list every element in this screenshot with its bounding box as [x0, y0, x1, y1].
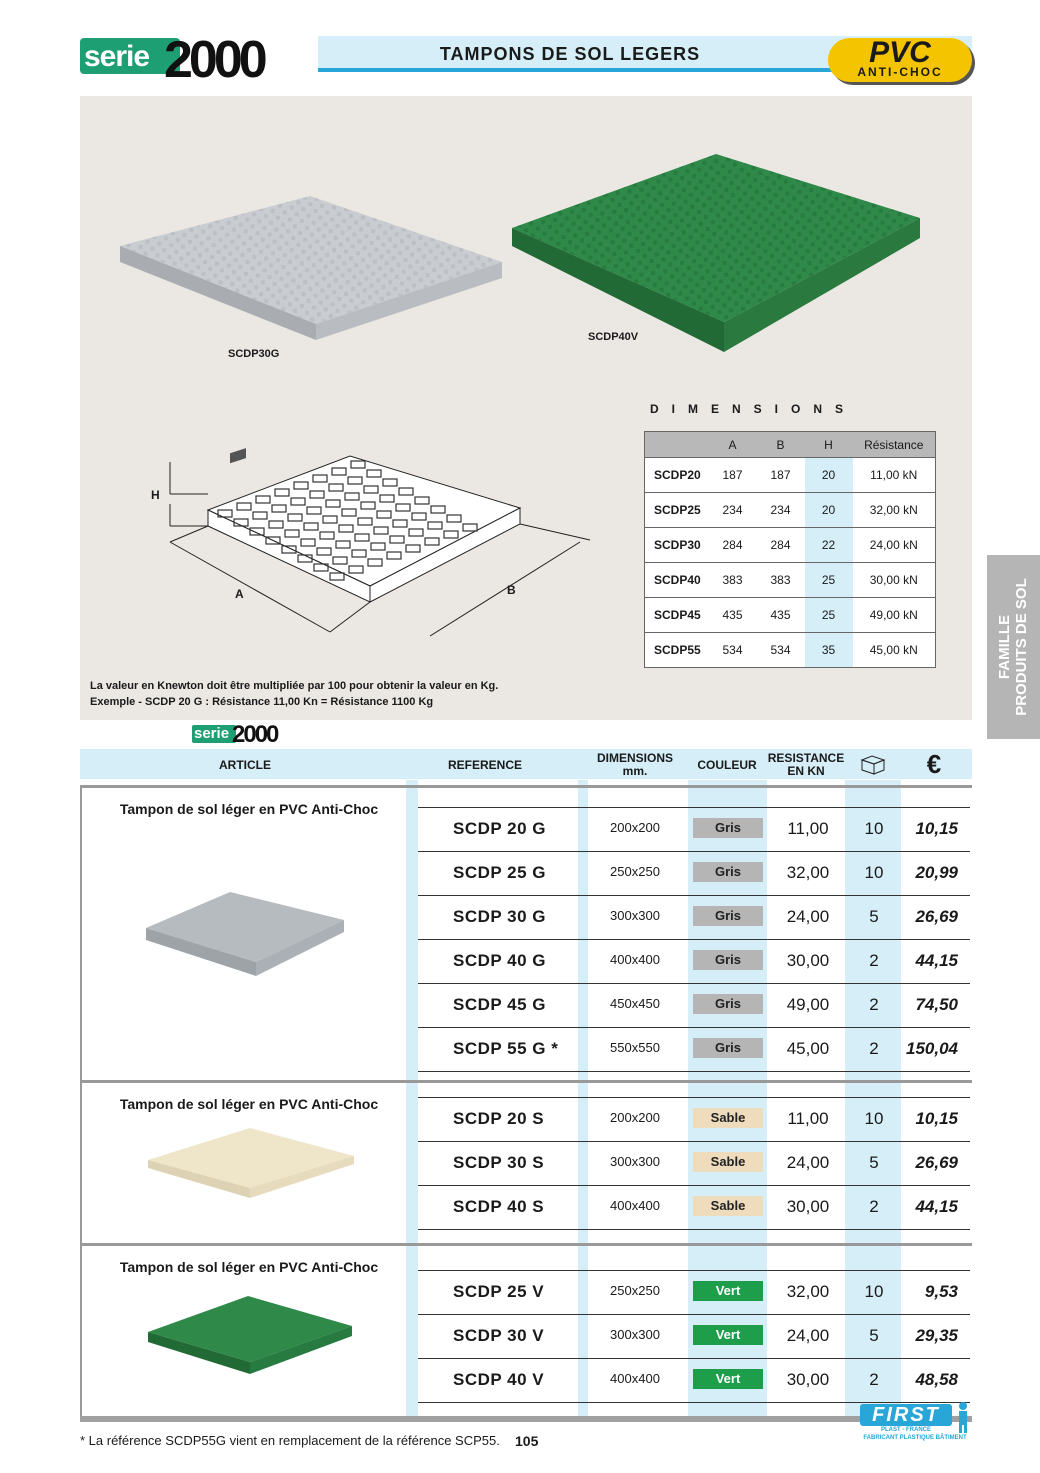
product-color-badge: Gris [693, 994, 763, 1014]
note-line-2: Exemple - SCDP 20 G : Résistance 11,00 Kn = Résistance 1100 Kg [90, 696, 434, 708]
diagram-slot [275, 489, 289, 496]
diagram-slot [329, 484, 343, 491]
small-logo-serie: serie [194, 725, 230, 742]
diagram-slot [320, 532, 334, 539]
dim-header-a: A [709, 432, 757, 458]
product-price: 10,15 [915, 819, 958, 838]
product-reference: SCDP 30 G [453, 907, 547, 926]
logo-2000-text: 2000 [164, 31, 264, 89]
diagram-slot [387, 552, 401, 559]
product-color-badge: Sable [693, 1108, 763, 1128]
bottom-bar [80, 1416, 972, 1422]
dim-ref: SCDP55 [645, 633, 709, 668]
diagram-slot [291, 498, 305, 505]
row-divider [418, 895, 970, 896]
dimensions-row [645, 528, 936, 563]
product-dimensions: 300x300 [610, 1327, 660, 1342]
conversion-note [90, 678, 498, 710]
diagram-slot [355, 534, 369, 541]
grey-slab-image [120, 196, 502, 340]
product-table-header [80, 749, 972, 779]
diagram-slot [383, 479, 397, 486]
dim-header-blank [645, 432, 709, 458]
product-box-quantity: 2 [869, 1370, 879, 1389]
product-resistance: 24,00 [786, 1326, 830, 1345]
diagram-slot [396, 504, 410, 511]
product-box-quantity: 5 [869, 1326, 879, 1345]
diagram-slot [409, 529, 423, 536]
product-box-quantity: 2 [869, 1197, 879, 1216]
product-color-badge: Sable [693, 1152, 763, 1172]
diagram-slot [250, 528, 264, 535]
diagram-slot [368, 559, 382, 566]
product-reference: SCDP 30 V [453, 1326, 545, 1345]
diagram-slot [298, 555, 312, 562]
product-dimensions: 400x400 [610, 1371, 660, 1386]
product-resistance: 49,00 [786, 995, 830, 1014]
row-divider [418, 983, 970, 984]
row-divider [418, 1097, 970, 1098]
product-resistance: 32,00 [786, 1282, 830, 1301]
dim-h: 25 [805, 563, 853, 598]
diagram-slot [307, 507, 321, 514]
diagram-slot [447, 515, 461, 522]
product-resistance: 24,00 [786, 907, 830, 926]
side-category-tab [987, 555, 1040, 739]
first-logo-sub1: PLAST - FRANCE [881, 1427, 931, 1433]
diagram-slot [285, 530, 299, 537]
col-header-couleur: COULEUR [697, 758, 757, 772]
group-separator [80, 1080, 972, 1083]
diagram-slot [234, 519, 248, 526]
product-reference: SCDP 40 G [453, 951, 547, 970]
row-divider [418, 1358, 970, 1359]
col-header-resistance-2: EN KN [787, 764, 825, 778]
diagram-slot [425, 538, 439, 545]
pvc-badge-main: PVC [869, 36, 931, 69]
diagram-slot [294, 482, 308, 489]
product-dimensions: 400x400 [610, 1198, 660, 1213]
product-dimensions: 450x450 [610, 996, 660, 1011]
diagram-slot-grid [208, 452, 528, 612]
diagram-slot [380, 495, 394, 502]
col-header-reference: REFERENCE [447, 758, 522, 772]
product-color-badge: Gris [693, 862, 763, 882]
product-dimensions: 400x400 [610, 952, 660, 967]
col-header-article: ARTICLE [219, 758, 271, 772]
diagram-slot [351, 461, 365, 468]
green-slab-label: SCDP40V [588, 331, 639, 343]
dim-header-h: H [805, 432, 853, 458]
col-header-dimensions-2: mm. [622, 764, 648, 778]
product-price: 150,04 [906, 1039, 958, 1058]
side-tab-line-2: PRODUITS DE SOL [1013, 578, 1030, 716]
diagram-slot [314, 564, 328, 571]
diagram-slot [336, 541, 350, 548]
pvc-badge-sub: ANTI-CHOC [857, 65, 943, 79]
mascot-icon [954, 1400, 972, 1434]
diagram-slot [310, 491, 324, 498]
product-resistance: 11,00 [787, 819, 829, 838]
dim-b: 187 [757, 458, 805, 493]
row-divider [418, 851, 970, 852]
dim-b: 435 [757, 598, 805, 633]
green-product-thumbnail [140, 1290, 360, 1380]
diagram-slot [399, 488, 413, 495]
diagram-slot [463, 524, 477, 531]
diagram-slot [304, 523, 318, 530]
dim-a: 534 [709, 633, 757, 668]
dim-ref: SCDP25 [645, 493, 709, 528]
product-color-badge: Gris [693, 906, 763, 926]
product-reference: SCDP 55 G * [453, 1039, 559, 1058]
product-dimensions: 200x200 [610, 820, 660, 835]
first-plast-logo [858, 1400, 972, 1446]
dim-a: 234 [709, 493, 757, 528]
product-resistance: 32,00 [786, 863, 830, 882]
diagram-slot [371, 543, 385, 550]
diagram-slot [266, 537, 280, 544]
dim-a: 187 [709, 458, 757, 493]
diagram-slot [326, 500, 340, 507]
diagram-slot [349, 566, 363, 573]
green-slab-image [512, 154, 920, 352]
diagram-slot [444, 531, 458, 538]
diagram-slot [406, 545, 420, 552]
diagram-slot [218, 510, 232, 517]
diagram-slot [428, 522, 442, 529]
dim-h: 35 [805, 633, 853, 668]
product-reference: SCDP 40 V [453, 1370, 545, 1389]
diagram-slot [301, 539, 315, 546]
product-dimensions: 300x300 [610, 908, 660, 923]
product-price: 74,50 [915, 995, 958, 1014]
diagram-slot [342, 509, 356, 516]
diagram-label-h: H [151, 488, 160, 502]
dimensions-column-tint [578, 780, 588, 1416]
product-box-quantity: 10 [864, 819, 884, 838]
dim-h: 22 [805, 528, 853, 563]
group-article-title: Tampon de sol léger en PVC Anti-Choc [119, 801, 379, 817]
dim-resistance: 32,00 kN [853, 493, 936, 528]
diagram-slot [348, 477, 362, 484]
product-color-badge: Vert [693, 1369, 763, 1389]
page-title: TAMPONS DE SOL LEGERS [439, 44, 701, 64]
dimensions-header-row [645, 432, 936, 458]
product-resistance: 30,00 [786, 1370, 830, 1389]
row-divider [418, 1071, 970, 1072]
dimensions-row [645, 633, 936, 668]
logo-serie-text: serie [84, 40, 150, 73]
dim-h: 20 [805, 493, 853, 528]
dim-b: 383 [757, 563, 805, 598]
dim-resistance: 30,00 kN [853, 563, 936, 598]
product-box-quantity: 2 [869, 1039, 879, 1058]
product-dimensions: 550x550 [610, 1040, 660, 1055]
diagram-slot [393, 520, 407, 527]
sand-product-thumbnail [140, 1122, 360, 1202]
group-article-title: Tampon de sol léger en PVC Anti-Choc [119, 1096, 379, 1112]
box-quantity-icon [858, 752, 888, 776]
diagram-slot [367, 470, 381, 477]
dim-resistance: 24,00 kN [853, 528, 936, 563]
diagram-slot [288, 514, 302, 521]
product-resistance: 11,00 [787, 1109, 829, 1128]
product-box-quantity: 2 [869, 995, 879, 1014]
product-price: 44,15 [915, 951, 958, 970]
product-reference: SCDP 45 G [453, 995, 547, 1014]
product-dimensions: 250x250 [610, 1283, 660, 1298]
dim-a: 435 [709, 598, 757, 633]
product-resistance: 24,00 [786, 1153, 830, 1172]
product-box-quantity: 5 [869, 1153, 879, 1172]
row-divider [418, 1185, 970, 1186]
side-tab-text [996, 578, 1030, 716]
first-logo-sub2: FABRICANT PLASTIQUE BÂTIMENT [863, 1435, 967, 1441]
product-dimensions: 300x300 [610, 1154, 660, 1169]
row-divider [418, 1314, 970, 1315]
product-dimensions: 200x200 [610, 1110, 660, 1125]
diagram-slot [377, 511, 391, 518]
dim-resistance: 11,00 kN [853, 458, 936, 493]
product-reference: SCDP 25 G [453, 863, 547, 882]
col-header-resistance [764, 752, 848, 778]
product-box-quantity: 10 [864, 1282, 884, 1301]
product-color-badge: Gris [693, 1038, 763, 1058]
pvc-badge [828, 38, 972, 82]
col-header-resistance-1: RESISTANCE [767, 751, 845, 765]
diagram-slot [256, 496, 270, 503]
product-reference: SCDP 40 S [453, 1197, 545, 1216]
group-left-border [80, 785, 82, 1080]
row-divider [418, 1270, 970, 1271]
diagram-slot [317, 548, 331, 555]
diagram-slot [415, 497, 429, 504]
row-divider [418, 807, 970, 808]
col-header-dimensions [590, 752, 680, 778]
dim-b: 284 [757, 528, 805, 563]
product-color-badge: Sable [693, 1196, 763, 1216]
dimensions-row [645, 493, 936, 528]
diagram-slot [330, 573, 344, 580]
serie2000-logo [80, 31, 312, 89]
diagram-slot [390, 536, 404, 543]
diagram-slot [374, 527, 388, 534]
product-price: 44,15 [915, 1197, 958, 1216]
product-price: 29,35 [915, 1326, 958, 1345]
diagram-slot [332, 468, 346, 475]
dim-a: 383 [709, 563, 757, 598]
product-resistance: 30,00 [786, 1197, 830, 1216]
dim-resistance: 45,00 kN [853, 633, 936, 668]
dim-ref: SCDP40 [645, 563, 709, 598]
euro-icon: € [926, 749, 942, 779]
group-article-title: Tampon de sol léger en PVC Anti-Choc [119, 1259, 379, 1275]
small-logo-2000: 2000 [232, 721, 278, 748]
product-price: 48,58 [915, 1370, 958, 1389]
side-tab-line-1: FAMILLE [996, 614, 1013, 680]
product-box-quantity: 2 [869, 951, 879, 970]
product-box-quantity: 5 [869, 907, 879, 926]
product-color-badge: Gris [693, 950, 763, 970]
product-price: 9,53 [924, 1282, 958, 1301]
product-color-badge: Gris [693, 818, 763, 838]
product-box-quantity: 10 [864, 1109, 884, 1128]
col-header-dimensions-1: DIMENSIONS [596, 751, 673, 765]
diagram-slot [282, 546, 296, 553]
diagram-slot [323, 516, 337, 523]
dim-header-resistance: Résistance [853, 432, 936, 458]
product-color-badge: Vert [693, 1325, 763, 1345]
diagram-slot [364, 486, 378, 493]
product-price: 20,99 [915, 863, 958, 882]
diagram-slot [272, 505, 286, 512]
product-box-quantity: 10 [864, 863, 884, 882]
diagram-slot [253, 512, 267, 519]
diagram-slot [358, 518, 372, 525]
dim-ref: SCDP30 [645, 528, 709, 563]
product-reference: SCDP 30 S [453, 1153, 545, 1172]
diagram-slot [345, 493, 359, 500]
diagram-label-a: A [235, 587, 244, 601]
grey-slab-label: SCDP30G [228, 348, 280, 360]
product-resistance: 45,00 [786, 1039, 830, 1058]
row-divider [418, 939, 970, 940]
dim-ref: SCDP20 [645, 458, 709, 493]
dimensions-row [645, 563, 936, 598]
footnote: * La référence SCDP55G vient en remplacement de la référence SCP55. [80, 1433, 500, 1448]
diagram-slot [313, 475, 327, 482]
dimensions-title: DIMENSIONS [650, 402, 857, 416]
diagram-slot [352, 550, 366, 557]
diagram-slot [361, 502, 375, 509]
product-reference: SCDP 25 V [453, 1282, 545, 1301]
dim-header-b: B [757, 432, 805, 458]
group-separator [80, 1243, 972, 1246]
dimensions-row [645, 598, 936, 633]
row-divider [418, 1027, 970, 1028]
note-line-1: La valeur en Knewton doit être multipliée par 100 pour obtenir la valeur en Kg. [90, 680, 499, 692]
product-reference: SCDP 20 G [453, 819, 547, 838]
dimensions-row [645, 458, 936, 493]
dim-b: 534 [757, 633, 805, 668]
dim-resistance: 49,00 kN [853, 598, 936, 633]
dim-a: 284 [709, 528, 757, 563]
dimensions-table [644, 431, 936, 668]
dim-b: 234 [757, 493, 805, 528]
first-logo-main: FIRST [860, 1404, 952, 1426]
dim-ref: SCDP45 [645, 598, 709, 633]
group-separator [80, 785, 972, 788]
row-divider [418, 1141, 970, 1142]
dim-h: 25 [805, 598, 853, 633]
product-color-badge: Vert [693, 1281, 763, 1301]
grey-product-thumbnail [140, 880, 350, 990]
diagram-slot [269, 521, 283, 528]
diagram-slot [333, 557, 347, 564]
dim-h: 20 [805, 458, 853, 493]
product-price: 26,69 [915, 907, 958, 926]
page-number: 105 [515, 1433, 539, 1449]
diagram-slot [431, 506, 445, 513]
serie2000-small-logo [192, 723, 302, 747]
diagram-slot [412, 513, 426, 520]
diagram-slot [237, 503, 251, 510]
product-price: 10,15 [915, 1109, 958, 1128]
product-resistance: 30,00 [786, 951, 830, 970]
diagram-slot [339, 525, 353, 532]
product-price: 26,69 [915, 1153, 958, 1172]
product-reference: SCDP 20 S [453, 1109, 545, 1128]
product-dimensions: 250x250 [610, 864, 660, 879]
diagram-label-b: B [507, 583, 516, 597]
row-divider [418, 1229, 970, 1230]
